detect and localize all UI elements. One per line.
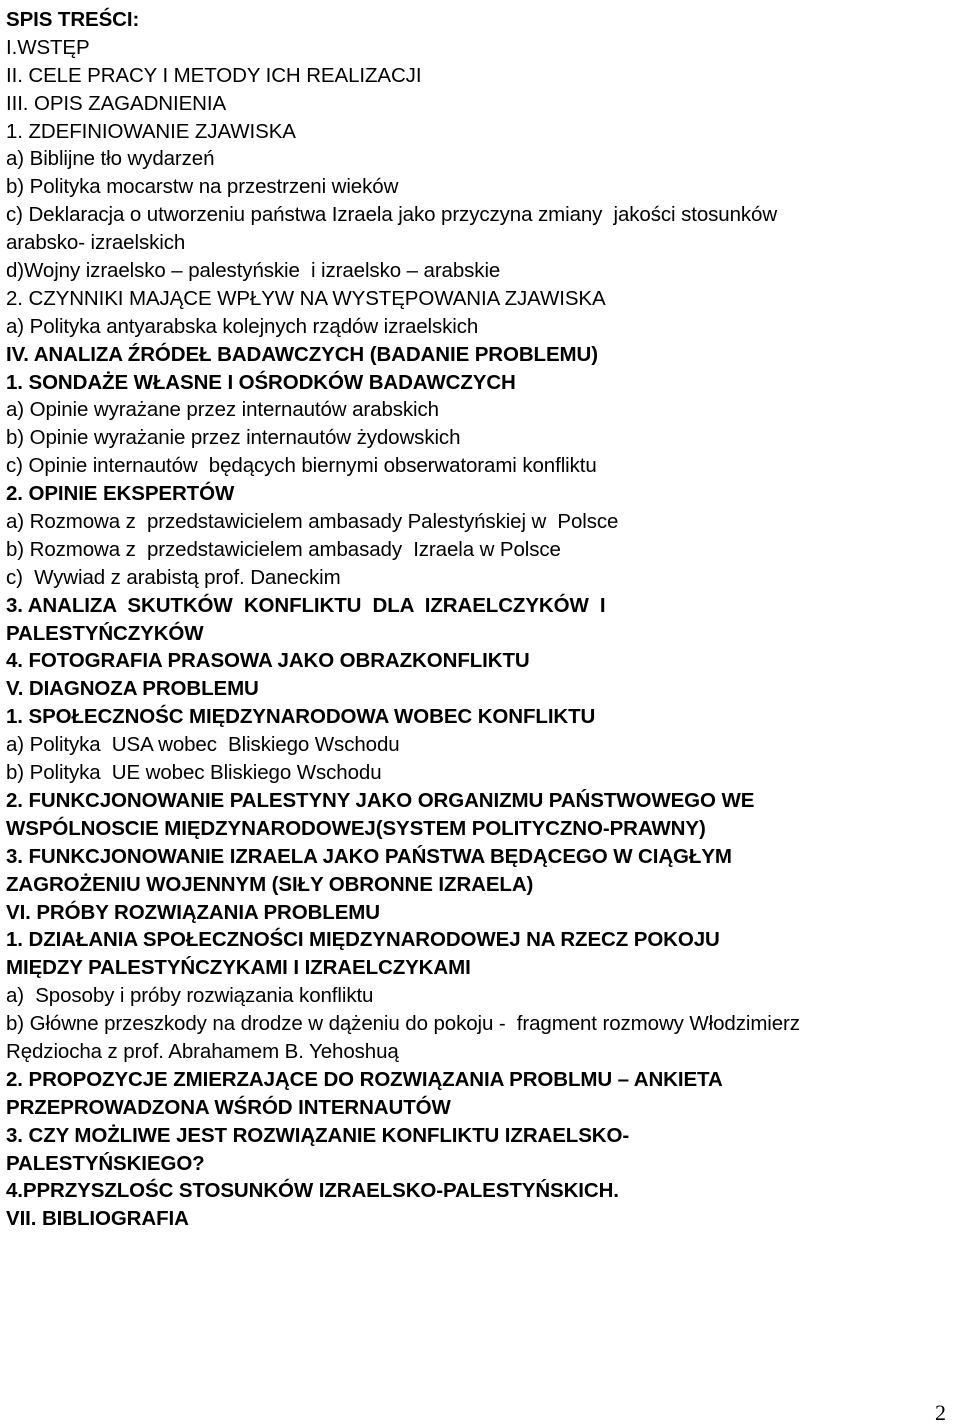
toc-line: a) Rozmowa z przedstawicielem ambasady Palestyńskiej w Polsce bbox=[6, 510, 619, 534]
toc-line: PRZEPROWADZONA WŚRÓD INTERNAUTÓW bbox=[6, 1095, 451, 1119]
toc-line: WSPÓLNOSCIE MIĘDZYNARODOWEJ(SYSTEM POLITYCZNO-PRAWNY) bbox=[6, 816, 706, 840]
toc-line: II. CELE PRACY I METODY ICH REALIZACJI bbox=[6, 63, 422, 87]
toc-line: VI. PRÓBY ROZWIĄZANIA PROBLEMU bbox=[6, 900, 380, 924]
toc-line: SPIS TREŚCI: bbox=[6, 8, 140, 31]
toc-line: VII. BIBLIOGRAFIA bbox=[6, 1207, 189, 1231]
toc-line: 2. CZYNNIKI MAJĄCE WPŁYW NA WYSTĘPOWANIA ZJAWISKA bbox=[6, 286, 606, 310]
toc-line: MIĘDZY PALESTYŃCZYKAMI I IZRAELCZYKAMI bbox=[6, 956, 471, 980]
toc-line: b) Główne przeszkody na drodze w dążeniu do pokoju - fragment rozmowy Włodzimierz bbox=[6, 1012, 800, 1036]
toc-line: V. DIAGNOZA PROBLEMU bbox=[6, 677, 259, 701]
toc-line: 2. PROPOZYCJE ZMIERZAJĄCE DO ROZWIĄZANIA PROBLMU – ANKIETA bbox=[6, 1067, 723, 1091]
toc-line: 1. ZDEFINIOWANIE ZJAWISKA bbox=[6, 119, 296, 143]
toc-line: PALESTYŃSKIEGO? bbox=[6, 1151, 205, 1175]
toc-line: c) Deklaracja o utworzeniu państwa Izraela jako przyczyna zmiany jakości stosunków bbox=[6, 203, 778, 227]
toc-line: 2. OPINIE EKSPERTÓW bbox=[6, 482, 235, 506]
toc-line: arabsko- izraelskich bbox=[6, 231, 186, 255]
toc-line: a) Sposoby i próby rozwiązania konfliktu bbox=[6, 984, 374, 1008]
toc-line: 1. SONDAŻE WŁASNE I OŚRODKÓW BADAWCZYCH bbox=[6, 370, 516, 394]
toc-line: PALESTYŃCZYKÓW bbox=[6, 621, 204, 645]
toc-line: 4.PPRZYSZLOŚC STOSUNKÓW IZRAELSKO-PALESTYŃSKICH. bbox=[6, 1179, 619, 1203]
page-number: 2 bbox=[935, 1400, 946, 1425]
toc-line: a) Opinie wyrażane przez internautów arabskich bbox=[6, 398, 439, 422]
toc-line: 1. DZIAŁANIA SPOŁECZNOŚCI MIĘDZYNARODOWEJ NA RZECZ POKOJU bbox=[6, 928, 720, 952]
toc-line: 3. CZY MOŻLIWE JEST ROZWIĄZANIE KONFLIKTU IZRAELSKO- bbox=[6, 1123, 630, 1147]
toc-line: 3. FUNKCJONOWANIE IZRAELA JAKO PAŃSTWA BĘDĄCEGO W CIĄGŁYM bbox=[6, 844, 732, 868]
toc-line: Rędziocha z prof. Abrahamem B. Yehoshuą bbox=[6, 1039, 399, 1063]
toc-line: d)Wojny izraelsko – palestyńskie i izraelsko – arabskie bbox=[6, 259, 501, 283]
toc-line: I.WSTĘP bbox=[6, 35, 90, 59]
toc-line: ZAGROŻENIU WOJENNYM (SIŁY OBRONNE IZRAELA) bbox=[6, 872, 534, 896]
toc-line: b) Rozmowa z przedstawicielem ambasady Izraela w Polsce bbox=[6, 537, 561, 561]
toc-line: a) Polityka antyarabska kolejnych rządów izraelskich bbox=[6, 314, 479, 338]
toc-line: a) Biblijne tło wydarzeń bbox=[6, 147, 215, 171]
table-of-contents bbox=[6, 6, 956, 1233]
toc-line: c) Opinie internautów będących biernymi obserwatorami konfliktu bbox=[6, 454, 597, 478]
toc-line: b) Polityka mocarstw na przestrzeni wieków bbox=[6, 175, 399, 199]
toc-line: 3. ANALIZA SKUTKÓW KONFLIKTU DLA IZRAELCZYKÓW I bbox=[6, 593, 606, 617]
toc-line: b) Opinie wyrażanie przez internautów żydowskich bbox=[6, 426, 461, 450]
toc-line: b) Polityka UE wobec Bliskiego Wschodu bbox=[6, 761, 382, 785]
toc-line: III. OPIS ZAGADNIENIA bbox=[6, 91, 227, 115]
toc-line: a) Polityka USA wobec Bliskiego Wschodu bbox=[6, 733, 400, 757]
toc-line: 2. FUNKCJONOWANIE PALESTYNY JAKO ORGANIZMU PAŃSTWOWEGO WE bbox=[6, 788, 755, 812]
toc-line: IV. ANALIZA ŹRÓDEŁ BADAWCZYCH (BADANIE PROBLEMU) bbox=[6, 342, 598, 366]
toc-line: 4. FOTOGRAFIA PRASOWA JAKO OBRAZKONFLIKTU bbox=[6, 649, 530, 673]
toc-line: c) Wywiad z arabistą prof. Daneckim bbox=[6, 565, 341, 589]
toc-line: 1. SPOŁECZNOŚC MIĘDZYNARODOWA WOBEC KONFLIKTU bbox=[6, 705, 596, 729]
